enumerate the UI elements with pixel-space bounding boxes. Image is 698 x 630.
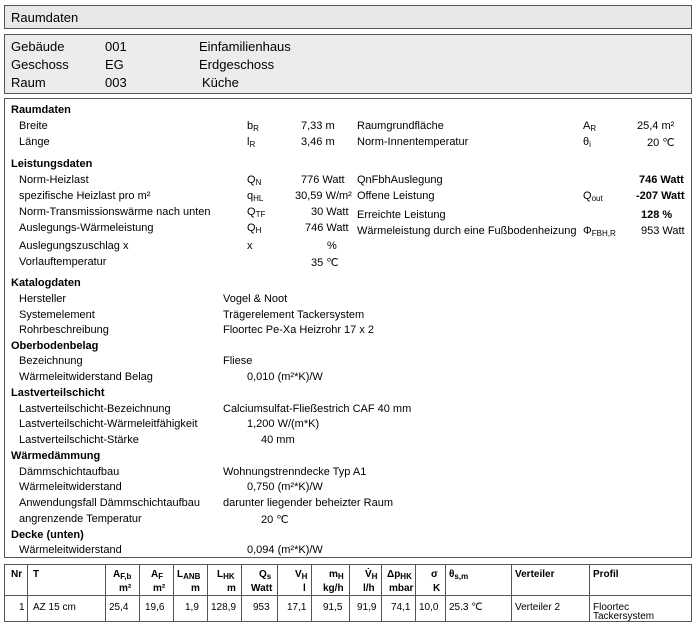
- section-raumdaten: Raumdaten: [11, 104, 71, 116]
- section-oberbodenbelag: Oberbodenbelag: [11, 340, 99, 352]
- heizlast-symbol: $Q_N$: [247, 174, 262, 187]
- offene-leistung-symbol: $Q_{out}$: [583, 190, 603, 203]
- cell-t: AZ 15 cm: [33, 602, 76, 613]
- heizlast-label: Norm-Heizlast: [19, 174, 89, 186]
- belag-widerstand-value: 0,010 (m²*K)/W: [247, 371, 323, 383]
- col-af: $A_F$: [151, 569, 164, 581]
- spez-heizlast-value: 30,59 W/m²: [295, 190, 352, 202]
- cell-profil-line2: Tackersystem: [593, 611, 655, 622]
- daemmschicht-value: Wohnungstrenndecke Typ A1: [223, 466, 367, 478]
- title-bar: [4, 5, 692, 29]
- lvs-leitfaehigkeit-label: Lastverteilschicht-Wärmeleitfähigkeit: [19, 418, 198, 430]
- col-sigma: σ: [431, 569, 438, 580]
- laenge-label: Länge: [19, 136, 50, 148]
- unit-dphk: mbar: [389, 583, 414, 594]
- unit-mh: kg/h: [323, 583, 344, 594]
- section-decke-unten: Decke (unten): [11, 529, 84, 541]
- section-leistungsdaten: Leistungsdaten: [11, 158, 93, 170]
- unit-sigma: K: [433, 583, 441, 594]
- anwendungsfall-value: darunter liegender beheizter Raum: [223, 497, 393, 509]
- angrenzend-temp-label: angrenzende Temperatur: [19, 513, 142, 525]
- unit-lhk: m: [227, 583, 236, 594]
- qnfbh-value: 746 Watt: [639, 174, 684, 186]
- col-verteiler: Verteiler: [515, 569, 555, 580]
- hersteller-value: Vogel & Noot: [223, 293, 288, 305]
- vorlauf-label: Vorlauftemperatur: [19, 256, 107, 268]
- section-waermedaemmung: Wärmedämmung: [11, 450, 101, 462]
- cell-af: 19,6: [145, 602, 165, 613]
- anwendungsfall-label: Anwendungsfall Dämmschichtaufbau: [19, 497, 200, 509]
- col-vdot-h: $V̇_H$: [365, 569, 378, 581]
- header-name-raum: Küche: [202, 75, 239, 90]
- grundflaeche-value: 25,4 m²: [637, 120, 675, 132]
- breite-value: 7,33 m: [301, 120, 335, 132]
- cell-lhk: 128,9: [211, 602, 237, 613]
- header-code-raum: 003: [105, 75, 127, 90]
- main-data-block: [4, 98, 692, 558]
- unit-af: m²: [153, 583, 166, 594]
- systemelement-value: Trägerelement Tackersystem: [223, 309, 365, 321]
- spez-heizlast-symbol: $q_{HL}$: [247, 190, 264, 203]
- qnfbh-label: QnFbhAuslegung: [357, 174, 443, 186]
- offene-leistung-value: -207 Watt: [636, 190, 685, 202]
- cell-sigma: 10,0: [419, 602, 439, 613]
- rohr-value: Floortec Pe-Xa Heizrohr 17 x 2: [223, 324, 375, 336]
- cell-profil: Floortec: [593, 602, 630, 613]
- col-theta: $\theta_{s,m}$: [449, 569, 469, 581]
- breite-label: Breite: [19, 120, 48, 132]
- col-afb: $A_{F,b}$: [113, 569, 132, 581]
- auslegung-value: 746 Watt: [305, 222, 349, 234]
- page-title: Raumdaten: [11, 10, 79, 25]
- innentemp-symbol: $\theta_i$: [583, 136, 591, 149]
- header-label-gebaeude: Gebäude: [11, 39, 65, 54]
- unit-vh: l: [303, 583, 306, 594]
- unit-afb: m²: [119, 583, 132, 594]
- unit-qs: Watt: [251, 583, 273, 594]
- daemmschicht-label: Dämmschichtaufbau: [19, 466, 120, 478]
- cell-afb: 25,4: [109, 602, 129, 613]
- unit-lanb: m: [191, 583, 200, 594]
- transmission-value: 30 Watt: [311, 206, 349, 218]
- cell-vh: 17,1: [287, 602, 307, 613]
- laenge-value: 3,46 m: [301, 136, 335, 148]
- cell-theta: 25.3 ℃: [449, 602, 483, 613]
- cell-vdot-h: 91,9: [357, 602, 377, 613]
- fbh-leistung-label: Wärmeleistung durch eine Fußbodenheizung: [357, 225, 577, 237]
- cell-dphk: 74,1: [391, 602, 411, 613]
- auslegung-symbol: $Q_H$: [247, 222, 262, 235]
- erreichte-leistung-label: Erreichte Leistung: [357, 209, 446, 221]
- cell-lanb: 1,9: [185, 602, 199, 613]
- lvs-staerke-label: Lastverteilschicht-Stärke: [19, 434, 139, 446]
- cell-verteiler: Verteiler 2: [515, 602, 561, 613]
- angrenzend-temp-value: 20 ℃: [261, 514, 289, 526]
- innentemp-value: 20 ℃: [647, 137, 675, 149]
- zuschlag-value: %: [327, 240, 337, 252]
- transmission-symbol: $Q_{TF}$: [247, 206, 266, 219]
- decke-widerstand-label: Wärmeleitwiderstand: [19, 544, 122, 556]
- systemelement-label: Systemelement: [19, 309, 95, 321]
- erreichte-leistung-value: 128 %: [641, 209, 673, 221]
- bezeichnung-value: Fliese: [223, 355, 253, 367]
- section-lastverteilschicht: Lastverteilschicht: [11, 387, 105, 399]
- unit-vdot-h: l/h: [363, 583, 375, 594]
- lvs-bezeichnung-value: Calciumsulfat-Fließestrich CAF 40 mm: [223, 403, 412, 415]
- fbh-leistung-symbol: $\Phi_{FBH,R}$: [583, 225, 616, 238]
- belag-widerstand-label: Wärmeleitwiderstand Belag: [19, 371, 153, 383]
- vorlauf-value: 35 ℃: [311, 257, 339, 269]
- col-profil: Profil: [593, 569, 619, 580]
- auslegung-label: Auslegungs-Wärmeleistung: [19, 222, 154, 234]
- transmission-label: Norm-Transmissionswärme nach unten: [19, 206, 211, 218]
- header-code-geschoss: EG: [105, 57, 124, 72]
- col-dphk: $\Delta p_{HK}$: [387, 569, 412, 581]
- header-code-gebaeude: 001: [105, 39, 127, 54]
- decke-widerstand-value: 0,094 (m²*K)/W: [247, 544, 323, 556]
- col-lhk: $L_{HK}$: [217, 569, 235, 581]
- col-qs: $Q_s$: [259, 569, 272, 581]
- daemm-widerstand-value: 0,750 (m²*K)/W: [247, 481, 323, 493]
- zuschlag-symbol: x: [247, 240, 253, 252]
- breite-symbol: $b_R$: [247, 120, 259, 133]
- laenge-symbol: $l_R$: [247, 136, 256, 149]
- heating-circuit-table: [4, 564, 692, 622]
- col-lanb: $L_{ANB}$: [177, 569, 201, 581]
- rohr-label: Rohrbeschreibung: [19, 324, 109, 336]
- col-t: T: [33, 569, 40, 580]
- lvs-staerke-value: 40 mm: [261, 434, 295, 446]
- lvs-leitfaehigkeit-value: 1,200 W/(m*K): [247, 418, 320, 430]
- hersteller-label: Hersteller: [19, 293, 67, 305]
- cell-mh: 91,5: [323, 602, 343, 613]
- innentemp-label: Norm-Innentemperatur: [357, 136, 469, 148]
- offene-leistung-label: Offene Leistung: [357, 190, 435, 202]
- spez-heizlast-label: spezifische Heizlast pro m²: [19, 190, 151, 202]
- section-katalogdaten: Katalogdaten: [11, 277, 81, 289]
- header-label-raum: Raum: [11, 75, 46, 90]
- heizlast-value: 776 Watt: [301, 174, 345, 186]
- cell-qs: 953: [253, 602, 270, 613]
- header-block: [4, 34, 692, 94]
- col-nr: Nr: [11, 569, 23, 580]
- header-label-geschoss: Geschoss: [11, 57, 69, 72]
- fbh-leistung-value: 953 Watt: [641, 225, 685, 237]
- lvs-bezeichnung-label: Lastverteilschicht-Bezeichnung: [19, 403, 171, 415]
- daemm-widerstand-label: Wärmeleitwiderstand: [19, 481, 122, 493]
- zuschlag-label: Auslegungszuschlag x: [19, 240, 129, 252]
- grundflaeche-label: Raumgrundfläche: [357, 120, 444, 132]
- grundflaeche-symbol: $A_R$: [583, 120, 597, 133]
- col-vh: $V_H$: [295, 569, 308, 581]
- col-mh: $m_H$: [329, 569, 344, 581]
- cell-nr: 1: [19, 602, 25, 613]
- header-name-gebaeude: Einfamilienhaus: [199, 39, 291, 54]
- bezeichnung-label: Bezeichnung: [19, 355, 83, 367]
- header-name-geschoss: Erdgeschoss: [199, 57, 275, 72]
